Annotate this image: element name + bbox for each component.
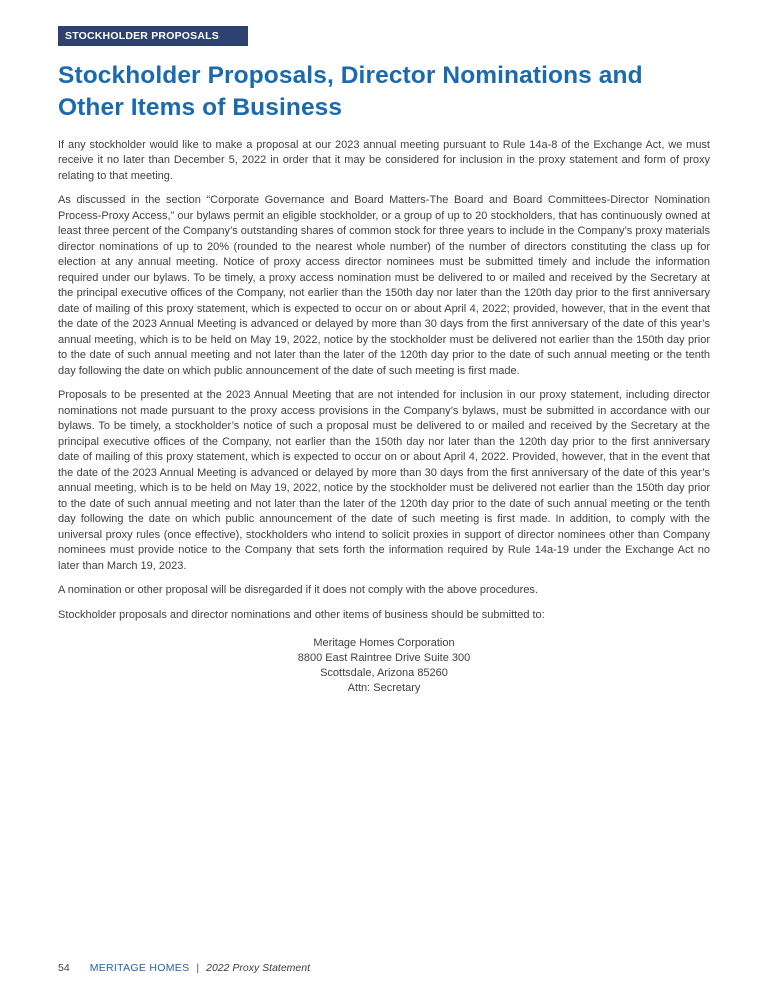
address-attn: Attn: Secretary [347, 682, 421, 695]
address-street: 8800 East Raintree Drive Suite 300 [297, 652, 471, 665]
footer-separator: | [196, 962, 200, 974]
paragraph-other-proposals: Proposals to be presented at the 2023 Annual Meeting that are not intended for inclusion in our proxy statement, including director nominations not made pursuant to the proxy access provisions in the Company’s bylaws, must be submitted in accordance with our bylaws. To be timely, a stockholder’s notice of such a proposal must be delivered to or mailed and received by the Secretary at the principal executive offices of the Company, not earlier than the 150th day nor later than the 120th day prior to the first anniversary date of mailing of this proxy statement, which is expected to occur on or about April 4, 2022. Provided, however, that in the event that the date of the 2023 Annual Meeting is advanced or delayed by more than 30 days from the first anniversary of the date of this year’s annual meeting, which is to be held on May 19, 2022, notice by the stockholder must be delivered not earlier than the 150th day prior to the date of such annual meeting and not later than the later of the 120th day prior to the date of such annual meeting or the tenth day following the date on which public announcement of the date of such meeting is first made. In addition, to comply with the universal proxy rules (once effective), stockholders who intend to solicit proxies in support of director nominees other than Company nominees must provide notice to the Company that sets forth the information required by Rule 14a-19 under the Exchange Act no later than March 19, 2023. [58, 389, 710, 572]
page-content [58, 26, 710, 696]
section-badge [58, 26, 248, 46]
page-footer [58, 962, 310, 974]
paragraph-rule-14a8: If any stockholder would like to make a proposal at our 2023 annual meeting pursuant to Rule 14a-8 of the Exchange Act, we must receive it no later than December 5, 2022 in order that it may be considered for inclusion in the proxy statement and form of proxy relating to that meeting. [58, 138, 710, 182]
footer-document-title: 2022 Proxy Statement [206, 962, 311, 974]
page-title-line-2: Other Items of Business [58, 94, 343, 122]
address-block [58, 636, 710, 696]
paragraph-proxy-access: As discussed in the section “Corporate Governance and Board Matters-The Board and Board Committees-Director Nomination Process-Proxy Access,” our bylaws permit an eligible stockholder, or a group of up to 20 stockholders, that has continuously owned at least three percent of the Company’s outstanding shares of common stock for three years to include in the Company’s proxy materials director nominations of up to 20% (rounded to the nearest whole number) of the number of directors constituting the class up for election at any annual meeting. Notice of proxy access director nominees must be submitted timely and include the information required under our bylaws. To be timely, a proxy access nomination must be delivered to or mailed and received by the Secretary at the principal executive offices of the Company, not earlier than the 150th day nor later than the 120th day prior to the first anniversary date of mailing of this proxy statement, which is expected to occur on or about April 4, 2022; provided, however, that in the event that the date of the 2023 Annual Meeting is advanced or delayed by more than 30 days from the first anniversary of the date of this year’s annual meeting, which is to be held on May 19, 2022, notice by the stockholder must be delivered not earlier than the 150th day prior to the date of such annual meeting and not later than the later of the 120th day prior to the date of such annual meeting or the tenth day following the date on which public announcement of the date of such meeting is first made. [58, 194, 710, 377]
page-title-line-1: Stockholder Proposals, Director Nominations and [58, 62, 643, 89]
paragraph-disregard-notice: A nomination or other proposal will be disregarded if it does not comply with the above procedures. [58, 584, 538, 597]
page-title [58, 60, 710, 125]
footer-company-name: MERITAGE HOMES [89, 962, 190, 974]
section-badge-label: STOCKHOLDER PROPOSALS [65, 30, 219, 42]
address-company-name: Meritage Homes Corporation [313, 637, 455, 650]
address-city-state-zip: Scottsdale, Arizona 85260 [320, 667, 448, 680]
footer-page-number: 54 [58, 962, 70, 974]
paragraph-submission-intro: Stockholder proposals and director nominations and other items of business should be submitted to: [58, 608, 545, 621]
